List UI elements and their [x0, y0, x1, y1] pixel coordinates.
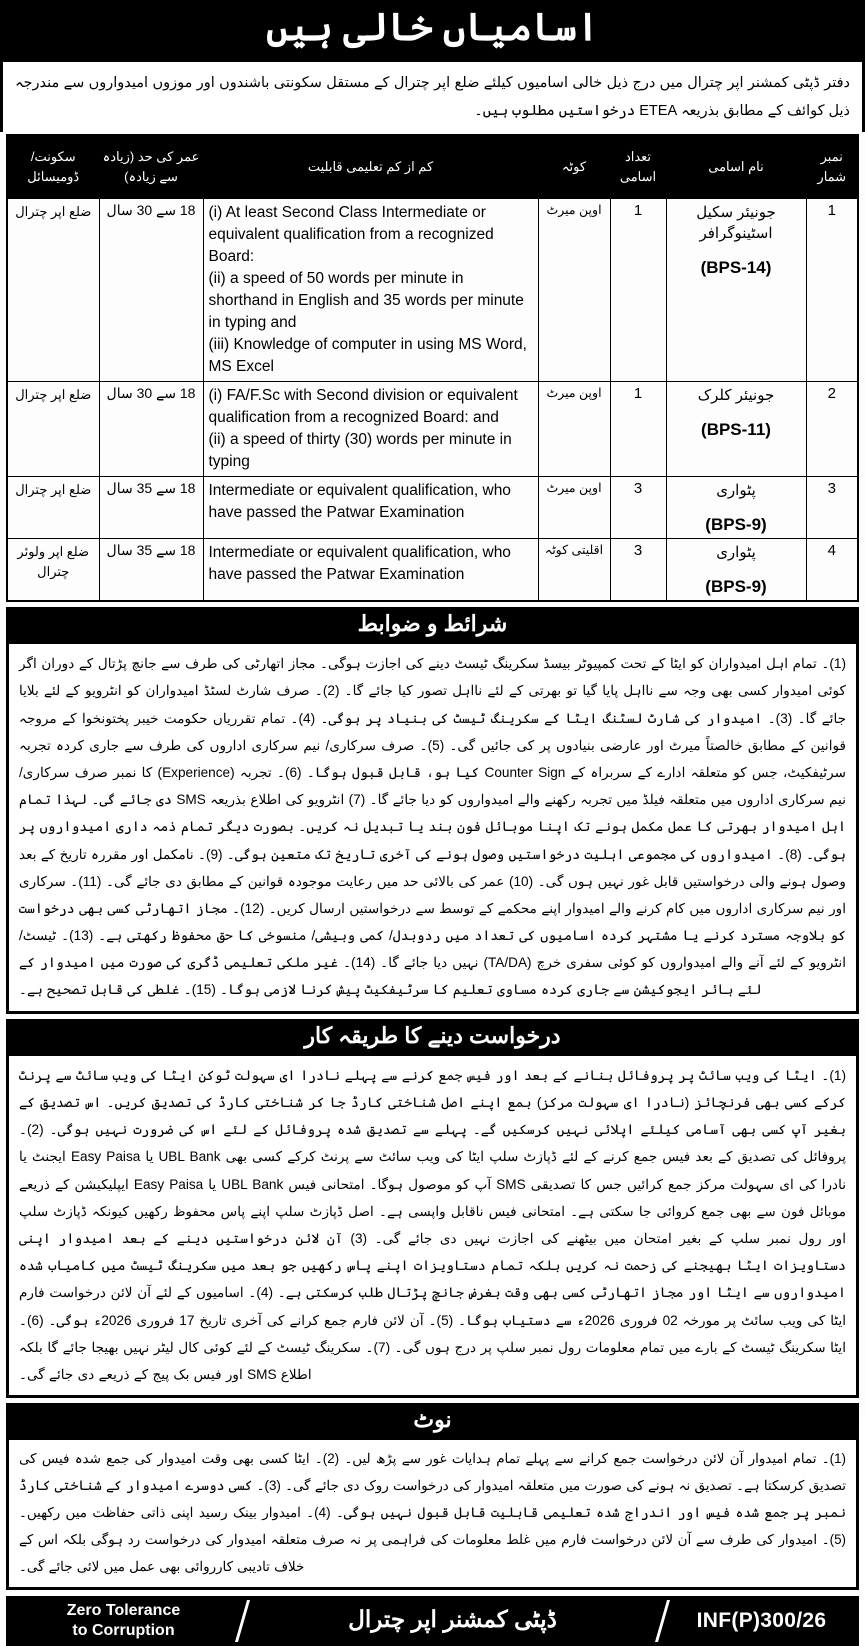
post-bps: (BPS-11): [701, 420, 771, 440]
qualification-line: Intermediate or equivalent qualification, who have passed the Patwar Examination: [208, 544, 511, 584]
cell-domicile: ضلع اپر چترال: [7, 199, 99, 382]
note-section: [6, 1440, 859, 1590]
table-row: [7, 199, 858, 382]
column-header-sr: نمبر شمار: [806, 135, 858, 199]
post-name: جونیئر سکیل اسٹینوگرافر: [696, 204, 776, 243]
qualification-line: Intermediate or equivalent qualification, who have passed the Patwar Examination: [208, 482, 511, 522]
note-heading: نوٹ: [6, 1403, 859, 1440]
issuing-authority: ڈپٹی کمشنر اپر چترال: [348, 1605, 557, 1632]
cell-sr: 2: [806, 382, 858, 477]
procedure-paragraph: (1)۔ ایٹا کی ویب سائٹ پر پروفائل بنانے کے بعد اور فیس جمع کرنے سے پہلے نادرا ای سہولت ٹوکن ایٹا کی ویب سائٹ سے پرنٹ کرکے کسی بھی فرنچائز (نادرا ای سہولت مرکز) بمع اپنے اصل شناختی کارڈ جا کر شناختی کارڈ کی تصدیق کریں۔ اس تصدیق کے بغیر آپ کسی بھی آسامی کیلئے اپلائی نہیں کرسکیں گے۔ پہلے سے تصدیق شدہ پروفائل کے لئے اس کی ضرورت نہیں ہوگی۔ (2)۔ پروفائل کی تصدیق کے بعد فیس جمع کرنے کے لئے ڈپازٹ سلپ ایٹا کی ویب سائٹ سے پرنٹ کرکے کسی بھی UBL Bank یا Easy Paisa ایجنٹ یا نادرا کی ای سہولت مرکز جمع کرائیں جس کا تصدیقی SMS آپ کو موصول ہوگا۔ امتحانی فیس UBL Bank یا Easy Paisa ایپلیکیشن کے ذریعے موبائل فون سے بھی جمع کروائی جا سکتی ہے۔ امتحانی فیس ناقابل واپسی ہے۔ اصل ڈپازٹ سلپ اپنے پاس محفوظ رکھیں کیونکہ ڈپازٹ سلپ اور رول نمبر سلپ کے بغیر امتحان میں بیٹھنے کی اجازت نہیں دی جائے گی۔ (3) آن لائن درخواستیں دینے کے بعد امیدوار اپنی دستاویزات ایٹا بھیجنے کی زحمت نہ کریں بلکہ تمام دستاویزات اپنے پاس رکھیں جو بعد میں سکرینگ ٹیسٹ میں کامیاب شدہ امیدواروں سے ایٹا اور مجاز اتھارٹی کسی بھی وقت بغرض جانچ پڑتال طلب کرسکتی ہے۔ (4)۔ اسامیوں کے لئے آن لائن درخواست فارم ایٹا کی ویب سائٹ پر مورخہ 02 فروری 2026ء سے دستیاب ہوگا۔ (5)۔ آن لائن فارم جمع کرانے کی آخری تاریخ 17 فروری 2026ء ہوگی۔ (6)۔ ایٹا سکرینگ ٹیسٹ کے بارے میں تمام معلومات رول نمبر سلپ پر درج ہوں گی۔ (7)۔ سکرینگ ٹیسٹ کے لئے کوئی کال لیٹر نہیں بھیجا جائے گا بلکہ اطلاع SMS اور فیس بک پیج کے ذریعے دی جائے گی۔: [19, 1067, 847, 1382]
column-header-qualification: کم از کم تعلیمی قابلیت: [203, 135, 538, 199]
cell-post: [666, 477, 806, 539]
cell-age: 18 سے 30 سال: [99, 199, 203, 382]
cell-qualification: [203, 477, 538, 539]
cell-number: 1: [610, 199, 666, 382]
post-name: پٹواری: [716, 482, 756, 500]
cell-age: 18 سے 35 سال: [99, 539, 203, 602]
table-row: [7, 539, 858, 602]
cell-sr: 1: [806, 199, 858, 382]
footer-bar: [6, 1596, 859, 1646]
cell-domicile: ضلع اپر چترال: [7, 477, 99, 539]
terms-paragraph: (1)۔ تمام اہل امیدواران کو ایٹا کے تحت کمپیوٹر بیسڈ سکرینگ ٹیسٹ دینے کی اجازت ہوگی۔ مجاز اتھارٹی کی طرف سے جانچ پڑتال کے دوران اگر کوئی امیدوار کسی بھی وجہ سے نااہل پایا گیا تو بھرتی کے لئے نااہل تصور کیا جائے گا۔ (2)۔ صرف شارٹ لسٹڈ امیدواران کو انٹرویو کے لئے بلایا جائے گا۔ (3)۔ امیدوار کی شارٹ لسٹنگ ایٹا کے سکرینگ ٹیسٹ کی بنیاد پر ہوگی۔ (4)۔ تمام تقرریاں حکومت خیبر پختونخوا کے مروجہ قوانین کے مطابق خالصتاً میرٹ اور عارضی بنیادوں پر کی جائیں گی۔ (5)۔ صرف سرکاری/ نیم سرکاری اداروں کی طرف سے جاری کردہ تجربہ سرٹیفکیٹ، جس کو متعلقہ ادارے کے سربراہ کے Counter Sign کیا ہو، قابل قبول ہوگا۔ (6)۔ تجربہ (Experience) کا نمبر صرف سرکاری/ نیم سرکاری اداروں میں متعلقہ فیلڈ میں تجربہ رکھنے والے امیدواروں کو دیا جائے گا۔ (7) انٹرویو کی اطلاع بذریعہ SMS دی جائے گی۔ لہذا تمام اہل امیدوار بھرتی کا عمل مکمل ہونے تک اپنا موبائل فون بند یا تبدیل نہ کریں۔ بصورت دیگر تمام ذمہ داری امیدواروں پر ہوگی۔ (8)۔ امیدواروں کی مجموعی اہلیت درخواستیں وصول ہونے کی آخری تاریخ تک متعین ہوگی۔ (9)۔ نامکمل اور مقررہ تاریخ کے بعد وصول ہونے والی درخواستیں قابل غور نہیں ہوں گی۔ (10) عمر کی بالائی حد میں رعایت موجودہ قوانین کے مطابق دی جائے گی۔ (11)۔ سرکاری اور نیم سرکاری اداروں میں کام کرنے والے امیدوار اپنے محکمے کے توسط سے درخواستیں ارسال کریں۔ (12)۔ مجاز اتھارٹی کسی بھی درخواست کو بلاوجہ مسترد کرنے یا مشتہر کردہ اسامیوں کی تعداد میں ردوبدل/ کمی وبیشی/ منسوخی کا حق محفوظ رکھتی ہے۔ (13)۔ ٹیسٹ/ انٹرویو کے لئے آنے والے امیدواروں کو کوئی سفری خرچ (TA/DA) نہیں دیا جائے گا۔ (14)۔ غیر ملکی تعلیمی ڈگری کی صورت میں امیدوار کے لئے ہائر ایجوکیشن سے جاری کردہ مساوی تعلیم کا سرٹیفکیٹ پیش کرنا لازمی ہوگا۔ (15)۔ غلطی کی قابل تصحیح ہے۔: [19, 656, 847, 998]
terms-heading: شرائط و ضوابط: [6, 607, 859, 644]
table-row: [7, 477, 858, 539]
qualification-line: (i) FA/F.Sc with Second division or equivalent qualification from a recognized Board: and: [208, 387, 518, 427]
cell-quota: اوپن میرٹ: [538, 382, 610, 477]
terms-section: [6, 644, 859, 1013]
cell-age: 18 سے 30 سال: [99, 382, 203, 477]
cell-sr: 3: [806, 477, 858, 539]
qualification-line: (i) At least Second Class Intermediate or equivalent qualification from a recognized Board:: [208, 204, 494, 266]
cell-quota: اوپن میرٹ: [538, 199, 610, 382]
column-header-age: عمر کی حد (زیادہ سے زیادہ): [99, 135, 203, 199]
cell-sr: 4: [806, 539, 858, 602]
post-bps: (BPS-9): [705, 515, 767, 535]
jobs-table-wrapper: [0, 134, 865, 603]
procedure-section: [6, 1056, 859, 1398]
post-name: جونیئر کلرک: [697, 387, 775, 405]
cell-quota: اقلیتی کوٹہ: [538, 539, 610, 602]
qualification-line: (ii) a speed of 50 words per minute in shorthand in English and 35 words per minute in typing and: [208, 270, 524, 332]
note-paragraph: (1)۔ تمام امیدوار آن لائن درخواست جمع کرانے سے پہلے تمام ہدایات غور سے پڑھ لیں۔ (2)۔ ایٹا کسی بھی وقت امیدوار کی جمع شدہ فیس کی تصدیق کرسکتا ہے۔ تصدیق نہ ہونے کی صورت میں متعلقہ امیدوار کی درخواست روک دی جائے گی۔ (3)۔ کسی دوسرے امیدوار کے شناختی کارڈ نمبر پر جمع شدہ فیس اور اندراج شدہ تعلیمی قابلیت قابل قبول نہیں ہوگی۔ (4)۔ امیدوار بینک رسید اپنی ذاتی حفاظت میں رکھیں۔ (5)۔ امیدوار کی طرف سے آن لائن درخواست فارم میں غلط معلومات کی فراہمی پر نہ صرف متعلقہ امیدوار کی درخواست رد ہوگی بلکہ اس کے خلاف تادیبی کارروائی بھی عمل میں لائی جائے گی۔: [19, 1451, 846, 1574]
cell-domicile: ضلع اپر چترال: [7, 382, 99, 477]
title-banner: [0, 0, 865, 62]
intro-paragraph: دفتر ڈپٹی کمشنر اپر چترال میں درج ذیل خالی اسامیوں کیلئے ضلع اپر چترال کے مستقل سکونتی باشندوں اور موزوں امیدواروں سے مندرجہ ذیل کوائف کے مطابق بذریعہ ETEA درخواستیں مطلوب ہیں۔: [15, 75, 850, 120]
jobs-table-body: [7, 199, 858, 602]
jobs-table: [6, 134, 859, 603]
column-header-number: تعداد اسامی: [610, 135, 666, 199]
table-header-row: [7, 135, 858, 199]
column-header-domicile: سکونت/ ڈومیسائل: [7, 135, 99, 199]
inf-number: INF(P)300/26: [696, 1609, 827, 1633]
post-name: پٹواری: [716, 544, 756, 562]
cell-age: 18 سے 35 سال: [99, 477, 203, 539]
cell-quota: اوپن میرٹ: [538, 477, 610, 539]
qualification-line: (ii) a speed of thirty (30) words per minute in typing: [208, 431, 512, 471]
cell-qualification: [203, 539, 538, 602]
cell-post: [666, 382, 806, 477]
cell-qualification: [203, 199, 538, 382]
procedure-heading: درخواست دینے کا طریقہ کار: [6, 1019, 859, 1056]
post-bps: (BPS-14): [700, 258, 772, 278]
zero-tolerance-line-1: Zero Tolerance: [66, 1602, 181, 1620]
column-header-post: نام اسامی: [666, 135, 806, 199]
cell-domicile: ضلع اپر ولوئر چترال: [7, 539, 99, 602]
cell-number: 3: [610, 539, 666, 602]
page-title: اسامیاں خالی ہیں: [266, 7, 599, 49]
cell-post: [666, 539, 806, 602]
cell-post: [666, 199, 806, 382]
qualification-line: (iii) Knowledge of computer in using MS Word, MS Excel: [208, 336, 527, 376]
cell-number: 1: [610, 382, 666, 477]
zero-tolerance-line-2: to Corruption: [72, 1622, 175, 1640]
column-header-quota: کوٹہ: [538, 135, 610, 199]
cell-number: 3: [610, 477, 666, 539]
intro-section: [0, 62, 865, 132]
post-bps: (BPS-9): [705, 577, 767, 597]
table-row: [7, 382, 858, 477]
cell-qualification: [203, 382, 538, 477]
zero-tolerance-slogan: [6, 1596, 241, 1646]
